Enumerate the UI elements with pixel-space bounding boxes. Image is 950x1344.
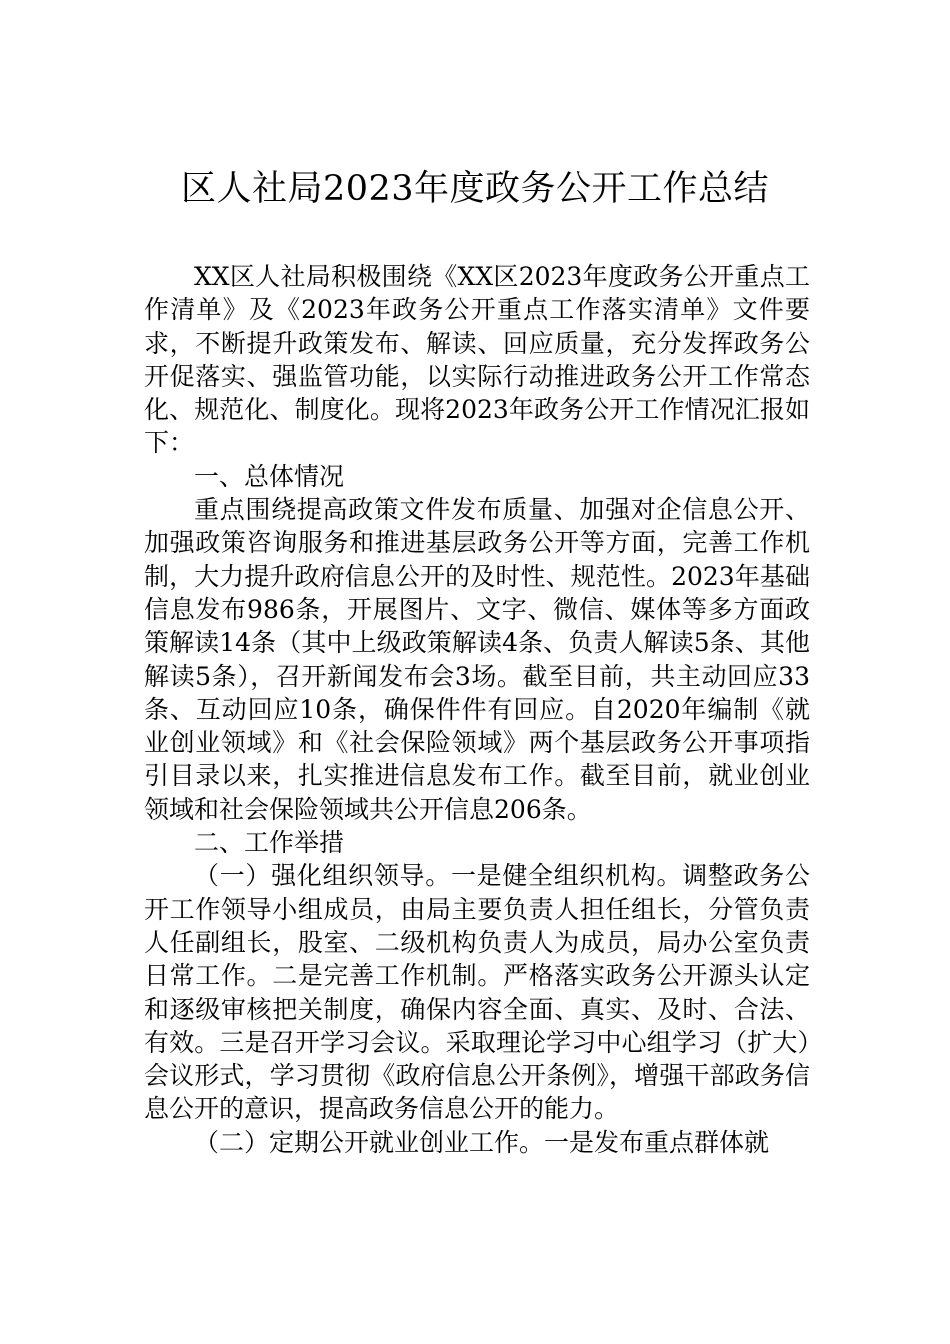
- measure-paragraph-1: （一）强化组织领导。一是健全组织机构。调整政务公开工作领导小组成员，由局主要负责人担任组长，分管负责人任副组长，股室、二级机构负责人为成员，局办公室负责日常工作。二是完善工作机制。严格落实政务公开源头认定和逐级审核把关制度，确保内容全面、真实、及时、合法、有效。三是召开学习会议。采取理论学习中心组学习（扩大）会议形式，学习贯彻《政府信息公开条例》，增强干部政务信息公开的意识，提高政务信息公开的能力。: [144, 861, 810, 1124]
- section-heading-overview: 一、总体情况: [194, 461, 345, 491]
- section-heading-measures: 二、工作举措: [194, 828, 345, 858]
- intro-paragraph: XX区人社局积极围绕《XX区2023年度政务公开重点工作清单》及《2023年政务公开重点工作落实清单》文件要求，不断提升政策发布、解读、回应质量，充分发挥政务公开促落实、强监管功能，以实际行动推进政务公开工作常态化、规范化、制度化。现将2023年政务公开工作情况汇报如下：: [144, 262, 810, 458]
- measure-paragraph-2: （二）定期公开就业创业工作。一是发布重点群体就: [194, 1127, 770, 1157]
- document-title: 区人社局2023年度政务公开工作总结: [180, 169, 770, 209]
- overview-paragraph: 重点围绕提高政策文件发布质量、加强对企信息公开、加强政策咨询服务和推进基层政务公开等方面，完善工作机制，大力提升政府信息公开的及时性、规范性。2023年基础信息发布986条，开展图片、文字、微信、媒体等多方面政策解读14条（其中上级政策解读4条、负责人解读5条、其他解读5条），召开新闻发布会3场。截至目前，共主动回应33条、互动回应10条，确保件件有回应。自2020年编制《就业创业领域》和《社会保险领域》两个基层政务公开事项指引目录以来，扎实推进信息发布工作。截至目前，就业创业领域和社会保险领域共公开信息206条。: [144, 495, 810, 824]
- document-body: [144, 260, 810, 1159]
